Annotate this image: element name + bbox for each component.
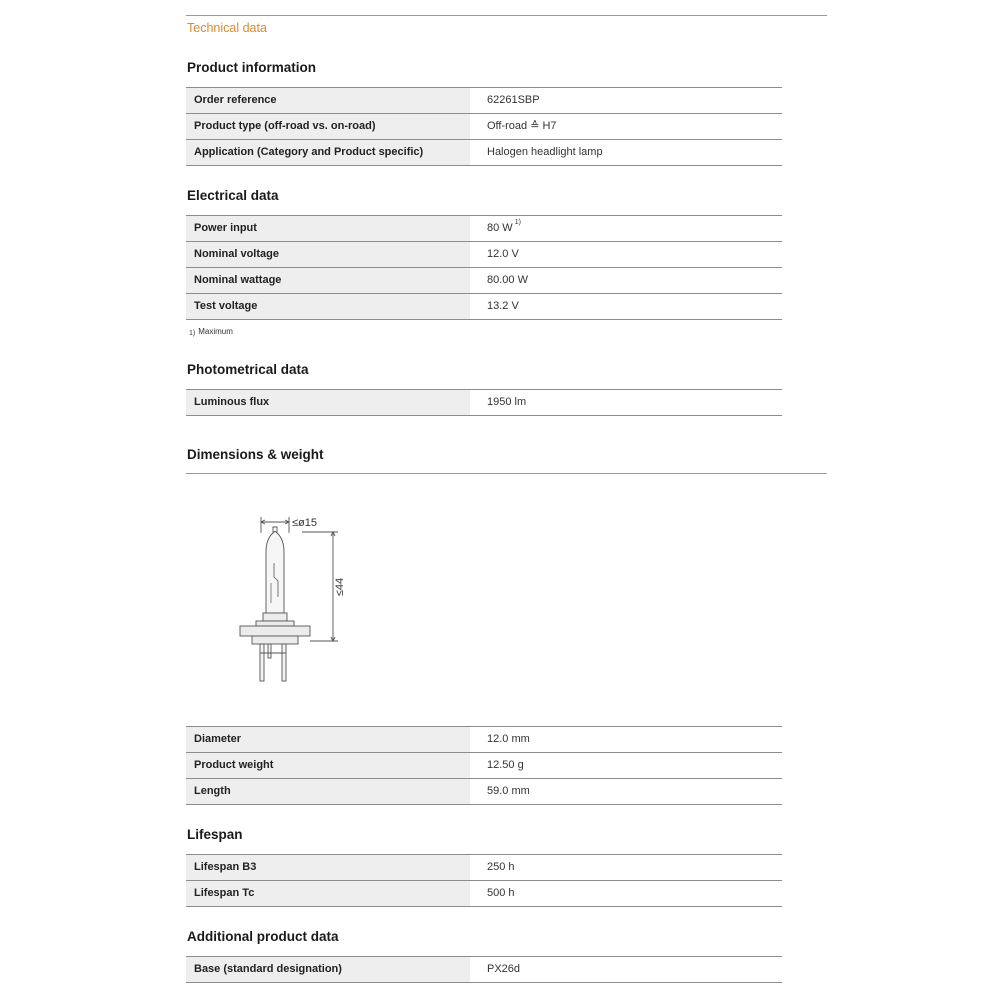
row-value: 1950 lm: [487, 396, 527, 408]
row-value: 250 h: [487, 861, 515, 873]
footnote-marker: 1): [189, 330, 196, 337]
row-label: Diameter: [186, 727, 477, 752]
table-electrical-data: [186, 215, 782, 320]
table-row: [186, 957, 782, 983]
row-value: 62261SBP: [487, 94, 540, 106]
row-label: Application (Category and Product specific): [186, 140, 477, 165]
table-row: [186, 881, 782, 907]
table-row: [186, 727, 782, 753]
diameter-dimension-label: ≤ø15: [292, 517, 317, 529]
row-value: PX26d: [487, 963, 521, 975]
row-label: Nominal wattage: [186, 268, 477, 293]
section-heading-dimensions-weight: Dimensions & weight: [187, 447, 324, 462]
section-heading-photometrical-data: Photometrical data: [187, 362, 309, 377]
table-row: [186, 242, 782, 268]
power-input-value: 80 W: [487, 222, 513, 234]
footnote-text: Maximum: [198, 327, 233, 336]
row-label: Nominal voltage: [186, 242, 477, 267]
row-value: Halogen headlight lamp: [487, 146, 603, 158]
row-value: 500 h: [487, 887, 515, 899]
section-heading-electrical-data: Electrical data: [187, 188, 279, 203]
row-label: Product type (off-road vs. on-road): [186, 114, 477, 139]
bulb-dimension-diagram: [230, 505, 360, 695]
table-row: [186, 779, 782, 805]
row-value: 13.2 V: [487, 300, 519, 312]
row-label: Power input: [186, 216, 477, 241]
row-value: 12.0 V: [487, 248, 519, 260]
row-value: 59.0 mm: [487, 785, 530, 797]
table-row: [186, 140, 782, 166]
row-label: Order reference: [186, 88, 477, 113]
table-lifespan: [186, 854, 782, 907]
row-value: 12.50 g: [487, 759, 524, 771]
document-title: Technical data: [187, 21, 267, 35]
height-dimension-label: ≤44: [334, 577, 346, 597]
row-value: Off-road ≙ H7: [487, 120, 557, 132]
row-label: Luminous flux: [186, 390, 477, 415]
row-label: Lifespan B3: [186, 855, 477, 880]
table-additional-product-data: [186, 956, 782, 983]
footnote: [187, 327, 233, 341]
row-value: 12.0 mm: [487, 733, 530, 745]
row-label: Lifespan Tc: [186, 881, 477, 906]
row-value: 80.00 W: [487, 274, 528, 286]
table-row: [186, 216, 782, 242]
row-label: Base (standard designation): [186, 957, 477, 982]
row-label: Product weight: [186, 753, 477, 778]
table-row: [186, 855, 782, 881]
section-heading-product-information: Product information: [187, 60, 316, 75]
table-dimensions-weight: [186, 726, 782, 805]
section-heading-lifespan: Lifespan: [187, 827, 243, 842]
row-value: [477, 216, 782, 241]
table-photometrical-data: [186, 389, 782, 416]
table-row: [186, 390, 782, 416]
table-row: [186, 294, 782, 320]
row-label: Test voltage: [186, 294, 477, 319]
section-divider: [186, 473, 827, 474]
header-accent-rule: [186, 15, 827, 16]
table-row: [186, 114, 782, 140]
section-heading-additional-product-data: Additional product data: [187, 929, 339, 944]
footnote-reference: 1): [514, 219, 521, 226]
table-row: [186, 268, 782, 294]
table-product-information: [186, 87, 782, 166]
table-row: [186, 753, 782, 779]
table-row: [186, 88, 782, 114]
row-label: Length: [186, 779, 477, 804]
